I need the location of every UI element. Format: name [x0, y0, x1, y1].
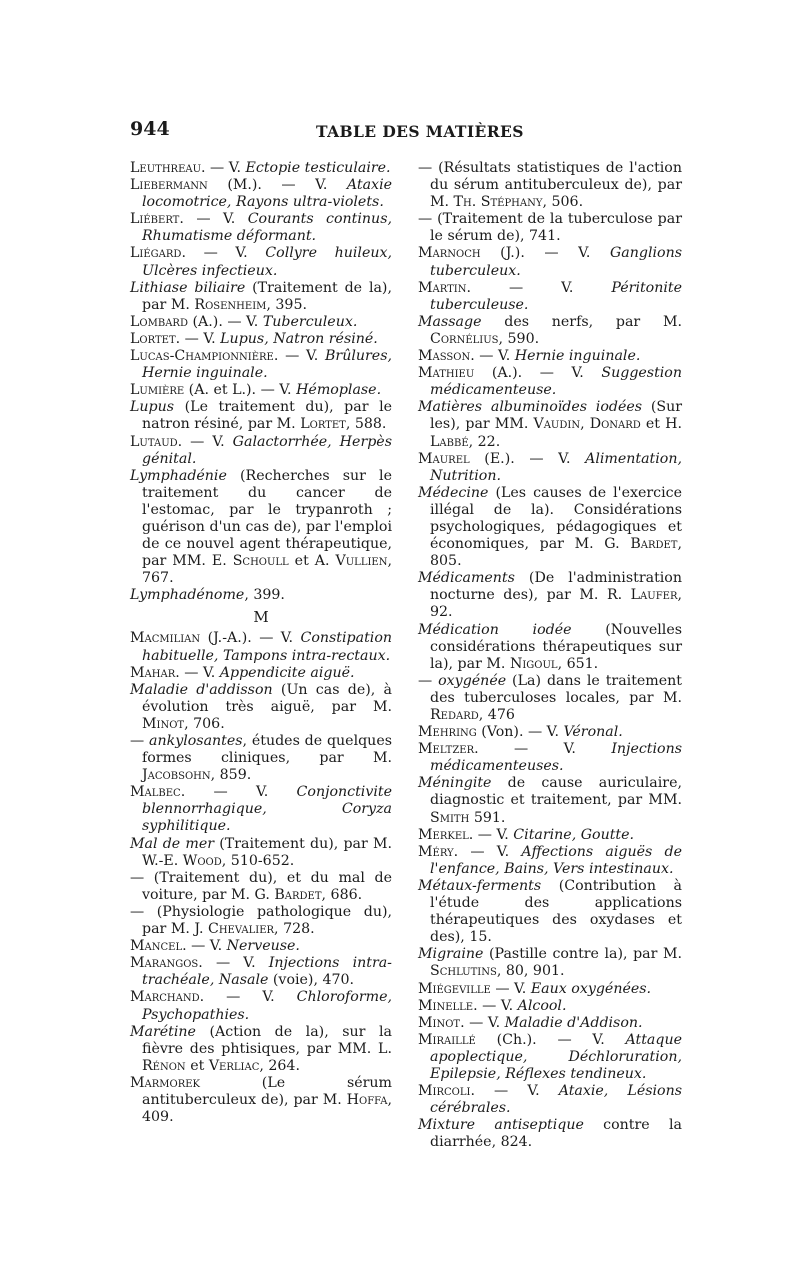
- section-letter: M: [253, 608, 269, 627]
- right-column: [418, 160, 682, 1151]
- index-entry: Méningite de cause auriculaire, diagnostic et traitement, par MM. Smith 591.: [418, 775, 682, 826]
- index-entry: Maurel (E.). — V. Alimentation, Nutrition.: [418, 450, 682, 484]
- index-entry: Miraillé (Ch.). — V. Attaque apoplectique, Déchloruration, Epilepsie, Réflexes tendineux.: [418, 1031, 682, 1082]
- index-entry: Médication iodée (Nouvelles considérations thérapeutiques sur la), par M. Nigoul, 651.: [418, 621, 682, 672]
- index-entry: Leuthreau. — V. Ectopie testiculaire.: [130, 160, 391, 176]
- index-entry: Merkel. — V. Citarine, Goutte.: [418, 826, 635, 843]
- index-entry: Lumière (A. et L.). — V. Hémoplase.: [130, 382, 382, 399]
- index-entry: Médicaments (De l'administration nocturne des), par M. R. Laufer, 92.: [418, 570, 682, 621]
- index-entry: — (Physiologie pathologique du), par M. J. Chevalier, 728.: [130, 903, 392, 938]
- index-entry: Lymphadénome, 399.: [130, 587, 285, 604]
- index-entry: Lombard (A.). — V. Tuberculeux.: [130, 313, 358, 330]
- index-entry: Migraine (Pastille contre la), par M. Schlutins, 80, 901.: [418, 946, 682, 980]
- index-entry: Meltzer. — V. Injections médicamenteuses.: [418, 741, 682, 775]
- index-entry: Liégard. — V. Collyre huileux, Ulcères infectieux.: [130, 245, 392, 279]
- index-entry: Marangos. — V. Injections intra-trachéale, Nasale (voie), 470.: [130, 955, 392, 989]
- index-entry: Mal de mer (Traitement du), par M. W.-E. Wood, 510-652.: [130, 835, 392, 869]
- index-entry: Macmilian (J.-A.). — V. Constipation habituelle, Tampons intra-rectaux.: [130, 630, 392, 664]
- index-entry: — ankylosantes, études de quelques formes cliniques, par M. Jacobsohn, 859.: [130, 733, 392, 784]
- index-entry: — (Résultats statistiques de l'action du sérum antituberculeux de), par M. Th. Stéphany, 506.: [418, 160, 682, 211]
- index-entry: Liébert. — V. Courants continus, Rhumatisme déformant.: [130, 211, 392, 245]
- index-entry: Méry. — V. Affections aiguës de l'enfance, Bains, Vers intestinaux.: [418, 843, 682, 877]
- index-entry: Lortet. — V. Lupus, Natron résiné.: [130, 330, 378, 347]
- index-entry: Lupus (Le traitement du), par le natron résiné, par M. Lortet, 588.: [130, 399, 392, 433]
- index-entry: Matières albuminoïdes iodées (Sur les), par MM. Vaudin, Donard et H. Labbé, 22.: [418, 399, 682, 450]
- index-entry: Mancel. — V. Nerveuse.: [130, 938, 300, 955]
- index-entry: Martin. — V. Péritonite tuberculeuse.: [418, 279, 682, 313]
- index-entry: Mixture antiseptique contre la diarrhée, 824.: [418, 1117, 682, 1151]
- index-entry: Lutaud. — V. Galactorrhée, Herpès génital.: [130, 433, 392, 467]
- index-entry: Mircoli. — V. Ataxie, Lésions cérébrales.: [418, 1083, 682, 1117]
- index-entry: Minot. — V. Maladie d'Addison.: [418, 1014, 643, 1031]
- index-entry: — oxygénée (La) dans le traitement des tuberculoses locales, par M. Redard, 476: [418, 672, 682, 723]
- index-entry: Marnoch (J.). — V. Ganglions tuberculeux.: [418, 245, 682, 279]
- index-entry: Mehring (Von). — V. Véronal.: [418, 724, 623, 741]
- index-entry: Masson. — V. Hernie inguinale.: [418, 348, 641, 365]
- index-entry: Marchand. — V. Chloroforme, Psychopathies.: [130, 989, 392, 1023]
- index-entry: Maladie d'addisson (Un cas de), à évolution très aiguë, par M. Minot, 706.: [130, 681, 393, 732]
- index-entry: Mathieu (A.). — V. Suggestion médicamenteuse.: [418, 365, 682, 399]
- index-entry: Médecine (Les causes de l'exercice illégal de la). Considérations psychologiques, pédagogiques et économiques, par M. G. Bardet, 805.: [418, 484, 682, 570]
- index-entry: Miégeville — V. Eaux oxygénées.: [418, 980, 652, 997]
- index-entry: Lymphadénie (Recherches sur le traitement du cancer de l'estomac, par le trypanroth ; guérison d'un cas de), par l'emploi de ce nouvel agent thérapeutique, par MM. E. Schoull et A. Vullien, 767.: [130, 467, 392, 587]
- index-entry: Liebermann (M.). — V. Ataxie locomotrice, Rayons ultra-violets.: [130, 177, 392, 211]
- index-entry: Lucas-Championnière. — V. Brûlures, Hernie inguinale.: [130, 348, 392, 382]
- index-entry: — (Traitement de la tuberculose par le sérum de), 741.: [418, 211, 682, 245]
- left-column: [130, 160, 392, 1126]
- index-entry: Massage des nerfs, par M. Cornélius, 590.: [418, 313, 682, 347]
- running-title: TABLE DES MATIÈRES: [316, 122, 524, 141]
- index-entry: Minelle. — V. Alcool.: [418, 997, 567, 1014]
- index-entry: Lithiase biliaire (Traitement de la), par M. Rosenheim, 395.: [130, 279, 392, 313]
- page-number: 944: [130, 118, 170, 140]
- index-entry: Marétine (Action de la), sur la fièvre des phtisiques, par MM. L. Rénon et Verliac, 264.: [130, 1023, 392, 1074]
- index-entry: Mahar. — V. Appendicite aiguë.: [130, 664, 355, 681]
- index-entry: Marmorek (Le sérum antituberculeux de), par M. Hoffa, 409.: [130, 1074, 392, 1126]
- index-entry: — (Traitement du), et du mal de voiture, par M. G. Bardet, 686.: [130, 869, 392, 903]
- index-entry: Malbec. — V. Conjonctivite blennorrhagique, Coryza syphilitique.: [130, 784, 392, 835]
- index-entry: Métaux-ferments (Contribution à l'étude des applications thérapeutiques des oxydases et des), 15.: [418, 877, 682, 946]
